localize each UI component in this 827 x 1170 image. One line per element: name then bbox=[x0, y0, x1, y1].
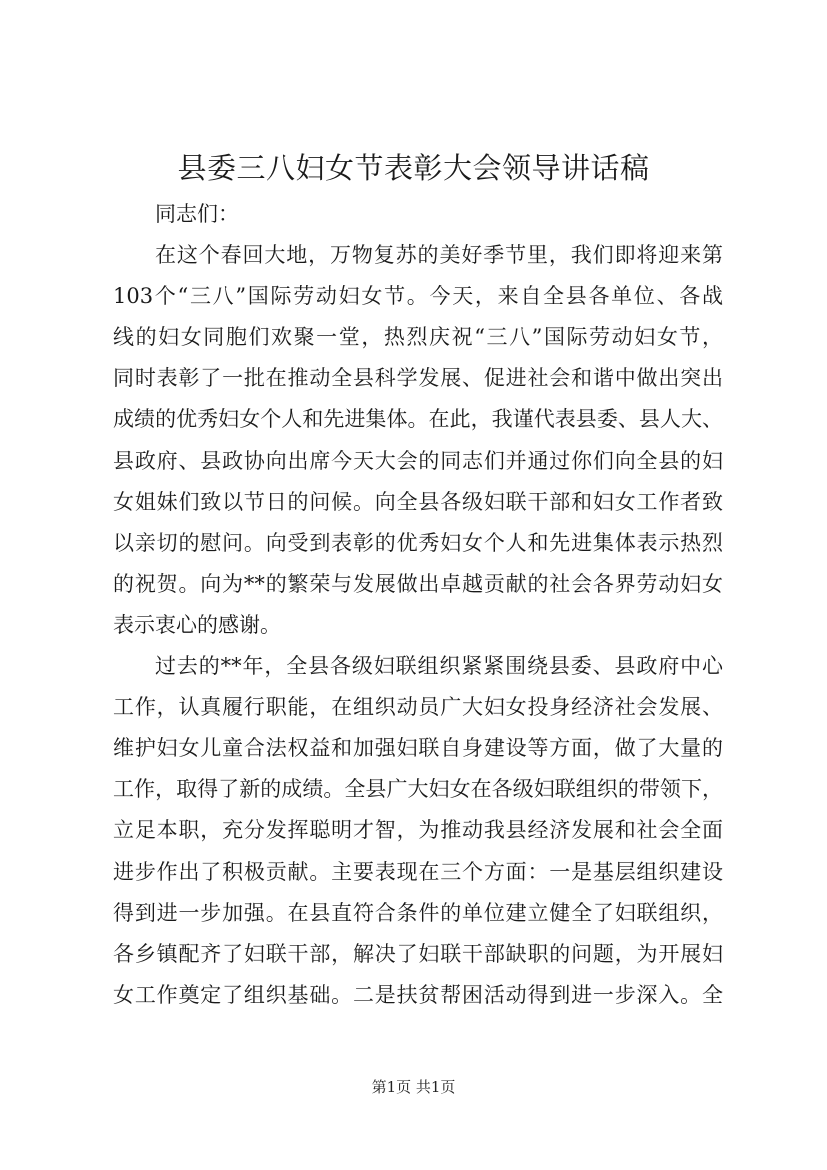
paragraph-1-line-3: 线的妇女同胞们欢聚一堂，热烈庆祝“三八”国际劳动妇女节， bbox=[113, 325, 723, 350]
paragraph-2-line-9: 女工作奠定了组织基础。二是扶贫帮困活动得到进一步深入。全 bbox=[113, 982, 723, 1007]
paragraph-1-line-8: 以亲切的慰问。向受到表彰的优秀妇女个人和先进集体表示热烈 bbox=[113, 530, 723, 555]
document-body bbox=[113, 194, 723, 1016]
paragraph-2-line-5: 立足本职，充分发挥聪明才智，为推动我县经济发展和社会全面 bbox=[113, 818, 723, 843]
page-footer: 第1页 共1页 bbox=[371, 1078, 456, 1096]
salutation-line: 同志们： bbox=[155, 202, 239, 226]
paragraph-1-line-5: 成绩的优秀妇女个人和先进集体。在此，我谨代表县委、县人大、 bbox=[113, 407, 723, 432]
paragraph-1-line-1: 在这个春回大地，万物复苏的美好季节里，我们即将迎来第 bbox=[155, 243, 723, 268]
paragraph-1-line-9: 的祝贺。向为**的繁荣与发展做出卓越贡献的社会各界劳动妇女 bbox=[113, 571, 723, 596]
paragraph-2-line-1: 过去的**年，全县各级妇联组织紧紧围绕县委、县政府中心 bbox=[155, 654, 723, 679]
paragraph-1-line-10: 表示衷心的感谢。 bbox=[113, 612, 281, 637]
document-title: 县委三八妇女节表彰大会领导讲话稿 bbox=[177, 151, 650, 185]
paragraph-1-line-6: 县政府、县政协向出席今天大会的同志们并通过你们向全县的妇 bbox=[113, 448, 723, 473]
paragraph-2-line-2: 工作，认真履行职能，在组织动员广大妇女投身经济社会发展、 bbox=[113, 695, 723, 720]
paragraph-2-line-3: 维护妇女儿童合法权益和加强妇联自身建设等方面，做了大量的 bbox=[113, 736, 723, 761]
paragraph-1-line-2: 103个“三八”国际劳动妇女节。今天，来自全县各单位、各战 bbox=[113, 284, 723, 309]
paragraph-2-line-7: 得到进一步加强。在县直符合条件的单位建立健全了妇联组织， bbox=[113, 900, 723, 925]
paragraph-2-line-6: 进步作出了积极贡献。主要表现在三个方面：一是基层组织建设 bbox=[113, 859, 723, 884]
paragraph-2-line-4: 工作，取得了新的成绩。全县广大妇女在各级妇联组织的带领下， bbox=[113, 777, 723, 802]
paragraph-1-line-7: 女姐妹们致以节日的问候。向全县各级妇联干部和妇女工作者致 bbox=[113, 489, 723, 514]
paragraph-1-line-4: 同时表彰了一批在推动全县科学发展、促进社会和谐中做出突出 bbox=[113, 366, 723, 391]
paragraph-2-line-8: 各乡镇配齐了妇联干部，解决了妇联干部缺职的问题，为开展妇 bbox=[113, 941, 723, 966]
